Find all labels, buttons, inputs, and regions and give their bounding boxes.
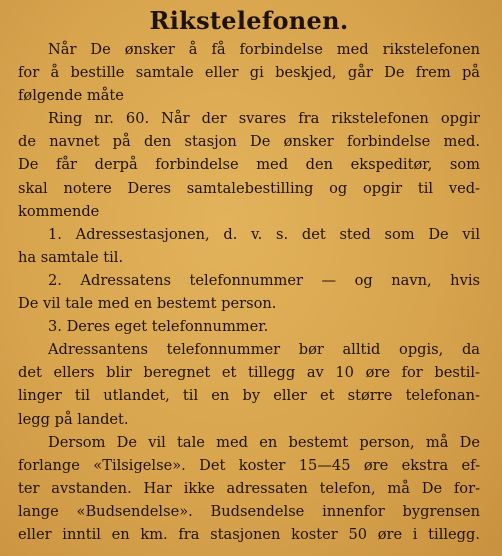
text-line: for å bestille samtale eller gi beskjed, går De frem på xyxy=(18,64,480,82)
text-line: Dersom De vil tale med en bestemt person, må De xyxy=(48,433,480,451)
page-title: Rikstelefonen. xyxy=(149,6,349,35)
text-line: ter avstanden. Har ikke adressaten telefon, må De for- xyxy=(18,479,480,497)
text-line: 1. Adressestasjonen, d. v. s. det sted som De vil xyxy=(48,225,480,243)
text-line: Når De ønsker å få forbindelse med rikstelefonen xyxy=(48,41,480,58)
text-line: forlange «Tilsigelse». Det koster 15—45 øre ekstra ef- xyxy=(18,456,480,474)
text-line: kommende xyxy=(18,202,100,220)
text-line: skal notere Deres samtalebestilling og opgir til ved- xyxy=(18,179,480,197)
text-line: De vil tale med en bestemt person. xyxy=(18,295,277,313)
text-line: ha samtale til. xyxy=(18,248,124,266)
text-line: 3. Deres eget telefonnummer. xyxy=(48,318,269,336)
text-line: lange «Budsendelse». Budsendelse innenfor bygrensen xyxy=(18,502,480,520)
text-line: Adressantens telefonnummer bør alltid opgis, da xyxy=(48,341,480,359)
text-line: legg på landet. xyxy=(18,410,129,428)
text-line: Ring nr. 60. Når der svares fra rikstelefonen opgir xyxy=(48,110,480,128)
text-line: 2. Adressatens telefonnummer — og navn, hvis xyxy=(48,271,480,289)
text-line: det ellers blir beregnet et tillegg av 10 øre for bestil- xyxy=(18,364,480,382)
body-text xyxy=(18,38,480,546)
text-line: eller inntil en km. fra stasjonen koster 50 øre i tillegg. xyxy=(18,525,480,543)
text-line: de navnet på den stasjon De ønsker forbindelse med. xyxy=(18,133,480,151)
text-line: De får derpå forbindelse med den ekspeditør, som xyxy=(18,156,480,174)
text-line: linger til utlandet, til en by eller et større telefonan- xyxy=(18,387,480,405)
text-line: følgende måte xyxy=(18,87,124,105)
